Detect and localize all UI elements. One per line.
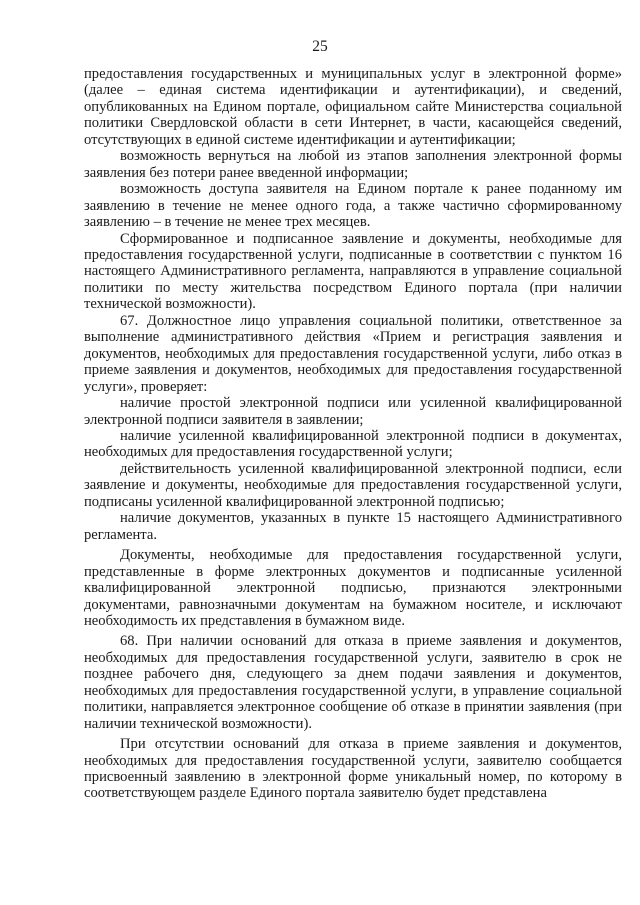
paragraph-11: 68. При наличии оснований для отказа в приеме заявления и документов, необходимых для предоставления государственной услуги, заявителю в срок не позднее рабочего дня, следующего за днем подачи заявления и документов, необходимых для предоставления государственной услуги, в управление социальной политики, направляется электронное сообщение об отказе в принятии заявления (при наличии технической возможности). [84,633,622,732]
paragraph-5: 67. Должностное лицо управления социальной политики, ответственное за выполнение административного действия «Прием и регистрация заявления и документов, необходимых для предоставления государственной услуги, либо отказ в приеме заявления и документов, необходимых для предоставления государственной услуги», проверяет: [84,312,622,395]
page-number: 25 [312,38,328,55]
paragraph-8: действительность усиленной квалифицированной электронной подписи, если заявление и документы, необходимые для предоставления государственной услуги, подписаны усиленной квалифицированной электронной подписью; [84,460,622,510]
paragraph-6: наличие простой электронной подписи или усиленной квалифицированной электронной подписи заявителя в заявлении; [84,395,622,428]
paragraph-12: При отсутствии оснований для отказа в приеме заявления и документов, необходимых для предоставления государственной услуги, заявителю сообщается присвоенный заявлению в электронной форме уникальный номер, по которому в соответствующем разделе Единого портала заявителю будет представлена [84,736,622,802]
document-body [84,66,622,802]
paragraph-9: наличие документов, указанных в пункте 15 настоящего Административного регламента. [84,510,622,543]
paragraph-2: возможность вернуться на любой из этапов заполнения электронной формы заявления без потери ранее введенной информации; [84,148,622,181]
paragraph-1: предоставления государственных и муниципальных услуг в электронной форме» (далее – единая система идентификации и аутентификации), и сведений, опубликованных на Едином портале, официальном сайте Министерства социальной политики Свердловской области в сети Интернет, в части, касающейся сведений, отсутствующих в единой системе идентификации и аутентификации; [84,66,622,148]
paragraph-10: Документы, необходимые для предоставления государственной услуги, представленные в форме электронных документов и подписанные усиленной квалифицированной электронной подписью, признаются электронными документами, равнозначными документам на бумажном носителе, и исключают необходимость их представления в бумажном виде. [84,547,622,629]
paragraph-4: Сформированное и подписанное заявление и документы, необходимые для предоставления государственной услуги, подписанные в соответствии с пунктом 16 настоящего Административного регламента, направляются в управление социальной политики по месту жительства посредством Единого портала (при наличии технической возможности). [84,230,622,313]
paragraph-3: возможность доступа заявителя на Едином портале к ранее поданному им заявлению в течение не менее одного года, а также частично сформированному заявлению – в течение не менее трех месяцев. [84,181,622,231]
paragraph-7: наличие усиленной квалифицированной электронной подписи в документах, необходимых для предоставления государственной услуги; [84,427,622,461]
